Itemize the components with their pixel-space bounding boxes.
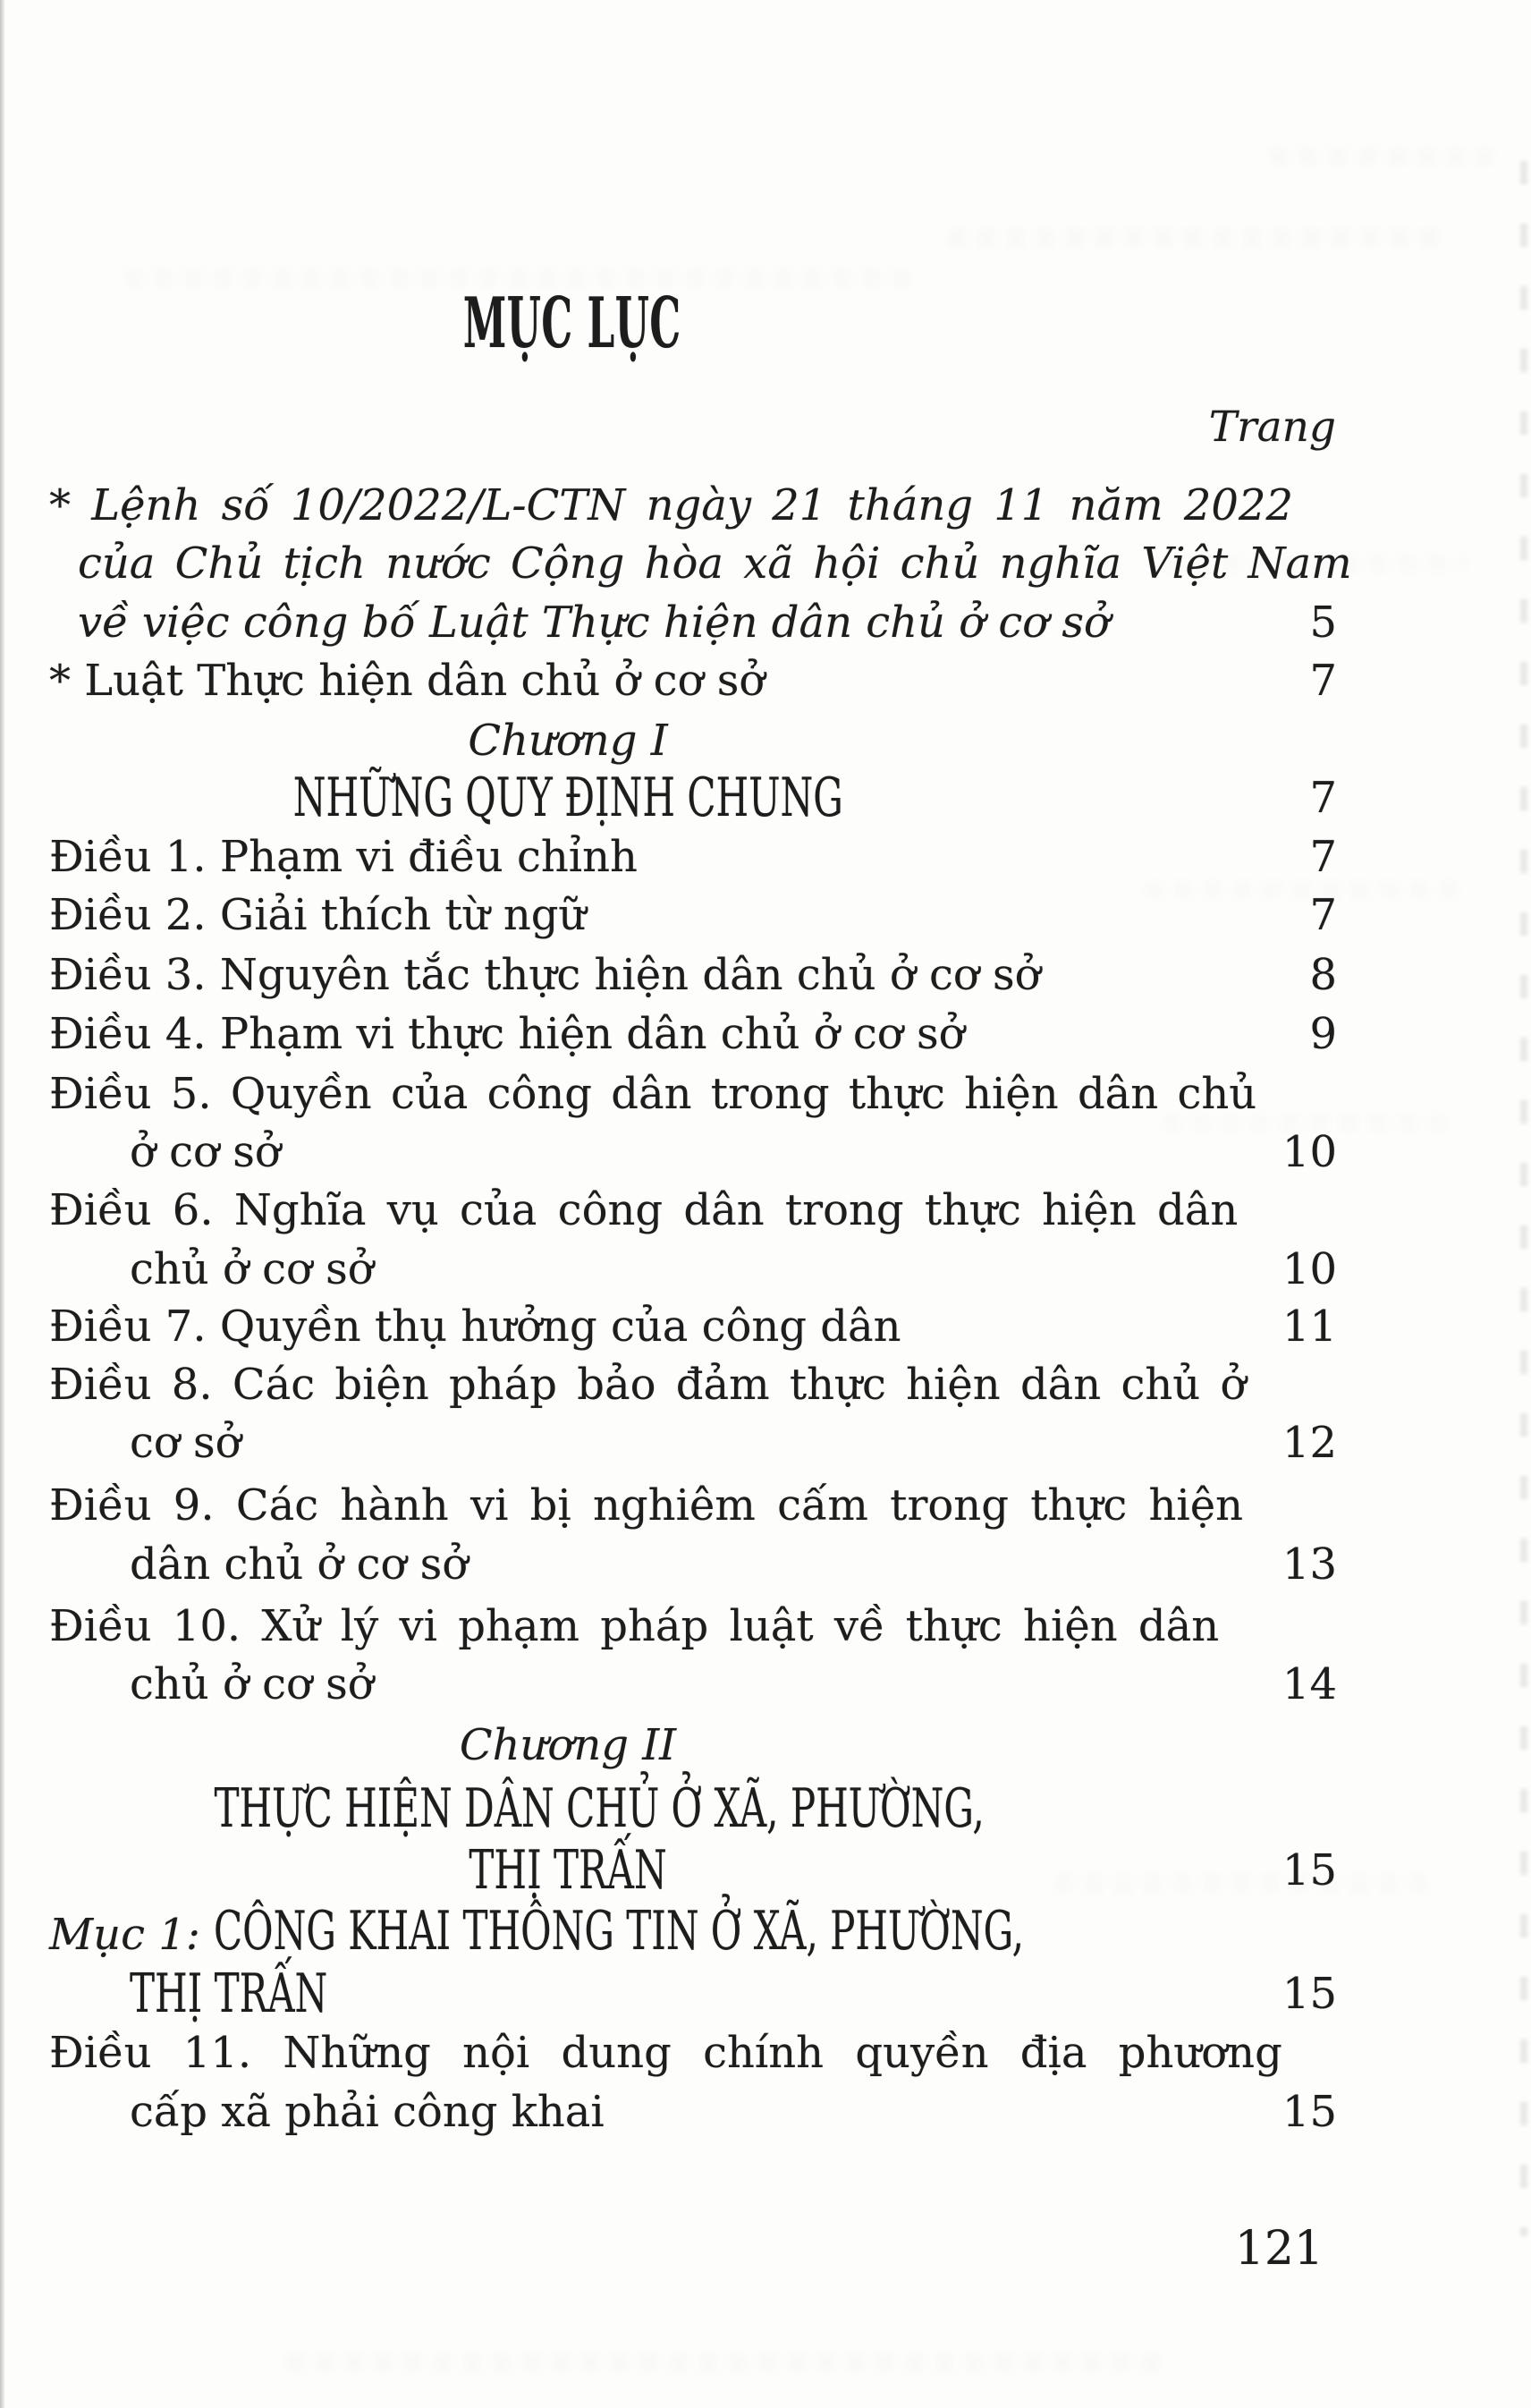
toc-line bbox=[49, 1416, 1337, 1470]
toc-page-number: 5 bbox=[1309, 598, 1337, 648]
toc-page-number: 12 bbox=[1281, 1418, 1337, 1468]
page-title-row bbox=[49, 283, 1095, 364]
toc-line-text bbox=[49, 1242, 1087, 1296]
scan-left-edge-shadow bbox=[0, 0, 5, 2408]
toc-line-text bbox=[49, 654, 1087, 708]
toc-line-text bbox=[49, 1183, 1239, 1237]
toc-line bbox=[49, 1479, 1337, 1532]
toc-line bbox=[49, 1658, 1337, 1711]
toc-line-text bbox=[49, 830, 1087, 884]
toc-line bbox=[49, 2026, 1337, 2080]
toc-line bbox=[49, 1963, 1337, 2025]
toc-line-text bbox=[49, 1007, 1087, 1061]
toc-page-number: 11 bbox=[1281, 1302, 1337, 1352]
toc-text-segment: NHỮNG QUY ĐỊNH CHUNG bbox=[292, 767, 843, 829]
toc-line-text bbox=[49, 1839, 1087, 1902]
toc-text-segment: Điều 4. Phạm vi thực hiện dân chủ ở cơ sở bbox=[49, 1009, 965, 1059]
toc-page-number: 8 bbox=[1309, 950, 1337, 1000]
toc-text-segment: chủ ở cơ sở bbox=[130, 1659, 374, 1709]
toc-line-text bbox=[49, 2085, 1087, 2139]
toc-page-number: 15 bbox=[1281, 2087, 1337, 2137]
toc-line-text bbox=[49, 1777, 1087, 1840]
toc-text-segment: dân chủ ở cơ sở bbox=[130, 1539, 469, 1590]
toc-page-number: 7 bbox=[1309, 890, 1337, 940]
toc-line-text bbox=[49, 1963, 1087, 2025]
toc-line bbox=[49, 537, 1352, 590]
toc-line-text bbox=[49, 767, 1087, 829]
toc-page-number: 13 bbox=[1281, 1539, 1337, 1590]
toc-page-number: 9 bbox=[1309, 1009, 1337, 1059]
toc-line bbox=[49, 1300, 1337, 1353]
book-page-number: 121 bbox=[1234, 2222, 1324, 2276]
scan-artifact bbox=[948, 228, 1449, 248]
toc-text-segment: Điều 8. Các biện pháp bảo đảm thực hiện dân chủ ở bbox=[49, 1360, 1247, 1410]
toc-text-segment: ở cơ sở bbox=[130, 1127, 281, 1177]
toc-text-segment: cấp xã phải công khai bbox=[130, 2087, 605, 2137]
toc-line-text bbox=[49, 1718, 1087, 1772]
toc-line-text bbox=[49, 1479, 1244, 1532]
toc-page-number: 10 bbox=[1281, 1244, 1337, 1294]
toc-text-segment: * bbox=[49, 480, 92, 530]
toc-text-segment: Điều 11. Những nội dung chính quyền địa phương bbox=[49, 2028, 1282, 2078]
toc-text-segment: Điều 3. Nguyên tắc thực hiện dân chủ ở cơ sở bbox=[49, 950, 1041, 1000]
toc-line-text bbox=[49, 1599, 1220, 1653]
toc-text-segment: CÔNG KHAI THÔNG TIN Ở XÃ, PHƯỜNG, bbox=[214, 1900, 1025, 1963]
toc-text-segment: chủ ở cơ sở bbox=[130, 1244, 374, 1294]
toc-text-segment: Điều 7. Quyền thụ hưởng của công dân bbox=[49, 1302, 901, 1352]
toc-line bbox=[49, 1007, 1337, 1061]
toc-line bbox=[49, 1067, 1337, 1121]
toc-page-number: 7 bbox=[1309, 832, 1337, 882]
toc-text-segment: Điều 9. Các hành vi bị nghiêm cấm trong thực hiện bbox=[49, 1480, 1244, 1530]
toc-line bbox=[49, 596, 1337, 649]
toc-text-segment: Điều 10. Xử lý vi phạm pháp luật về thực hiện dân bbox=[49, 1601, 1220, 1651]
toc-text-segment: của Chủ tịch nước Cộng hòa xã hội chủ nghĩa Việt Nam bbox=[78, 538, 1352, 589]
toc-text-segment: cơ sở bbox=[130, 1418, 241, 1468]
toc-line-text bbox=[49, 1900, 1087, 1963]
toc-page-number: 7 bbox=[1309, 656, 1337, 706]
toc-line bbox=[49, 479, 1337, 532]
toc-line-text bbox=[49, 948, 1087, 1002]
toc-line-text bbox=[49, 1358, 1247, 1412]
toc-line bbox=[49, 1777, 1337, 1840]
toc-line-text bbox=[49, 888, 1087, 942]
toc-text-segment: THỊ TRẤN bbox=[469, 1839, 667, 1902]
toc-text-segment: Điều 6. Nghĩa vụ của công dân trong thực hiện dân bbox=[49, 1185, 1239, 1235]
toc-line bbox=[49, 1183, 1337, 1237]
toc-line bbox=[49, 1358, 1337, 1412]
toc-line-text bbox=[49, 1658, 1087, 1711]
page-title: MỤC LỤC bbox=[463, 283, 681, 364]
toc-line bbox=[49, 767, 1337, 829]
toc-text-segment: Điều 2. Giải thích từ ngữ bbox=[49, 890, 587, 940]
toc-page-number: 15 bbox=[1281, 1845, 1337, 1895]
toc-page-number: 10 bbox=[1281, 1127, 1337, 1177]
page-column-header: Trang bbox=[1208, 403, 1336, 452]
toc-text-segment: Lệnh số 10/2022/L-CTN ngày 21 tháng 11 năm 2022 bbox=[91, 480, 1294, 530]
toc-line-text bbox=[49, 1416, 1087, 1470]
toc-text-segment: Chương I bbox=[468, 716, 668, 766]
toc-line bbox=[49, 948, 1337, 1002]
toc-line-text bbox=[49, 537, 1352, 590]
toc-text-segment: THỊ TRẤN bbox=[130, 1963, 328, 2025]
toc-line bbox=[49, 2085, 1337, 2139]
toc-line bbox=[49, 1900, 1337, 1963]
toc-page-number: 15 bbox=[1281, 1969, 1337, 2019]
toc-page-number: 14 bbox=[1281, 1659, 1337, 1709]
toc-text-segment: Điều 1. Phạm vi điều chỉnh bbox=[49, 832, 638, 882]
toc-line bbox=[49, 830, 1337, 884]
toc-line bbox=[49, 1839, 1337, 1902]
toc-text-segment: Chương II bbox=[459, 1720, 677, 1770]
toc-line bbox=[49, 888, 1337, 942]
toc-line-text bbox=[49, 479, 1294, 532]
scan-artifact bbox=[1270, 148, 1493, 165]
toc-line-text bbox=[49, 1538, 1087, 1591]
toc-line-text bbox=[49, 2026, 1282, 2080]
toc-line bbox=[49, 1242, 1337, 1296]
toc-text-segment: về việc công bố Luật Thực hiện dân chủ ở cơ sở bbox=[78, 598, 1110, 648]
toc-text-segment: THỰC HIỆN DÂN CHỦ Ở XÃ, PHƯỜNG, bbox=[214, 1777, 985, 1840]
toc-line bbox=[49, 1538, 1337, 1591]
toc-line-text bbox=[49, 1300, 1087, 1353]
toc-line-text bbox=[49, 714, 1087, 767]
toc-page-number: 7 bbox=[1309, 773, 1337, 823]
toc-line bbox=[49, 654, 1337, 708]
toc-line-text bbox=[49, 596, 1110, 649]
toc-line bbox=[49, 1125, 1337, 1179]
toc-line bbox=[49, 1718, 1337, 1772]
scan-artifact bbox=[286, 2353, 1163, 2372]
toc-text-segment: Điều 5. Quyền của công dân trong thực hiện dân chủ bbox=[49, 1069, 1257, 1119]
toc-line-text bbox=[49, 1125, 1087, 1179]
toc-line bbox=[49, 714, 1337, 767]
scan-right-edge-marks bbox=[1520, 161, 1527, 2236]
toc-line-text bbox=[49, 1067, 1257, 1121]
toc-line bbox=[49, 1599, 1337, 1653]
toc-text-segment: Mục 1: bbox=[49, 1910, 215, 1960]
toc-text-segment: * Luật Thực hiện dân chủ ở cơ sở bbox=[49, 656, 766, 706]
